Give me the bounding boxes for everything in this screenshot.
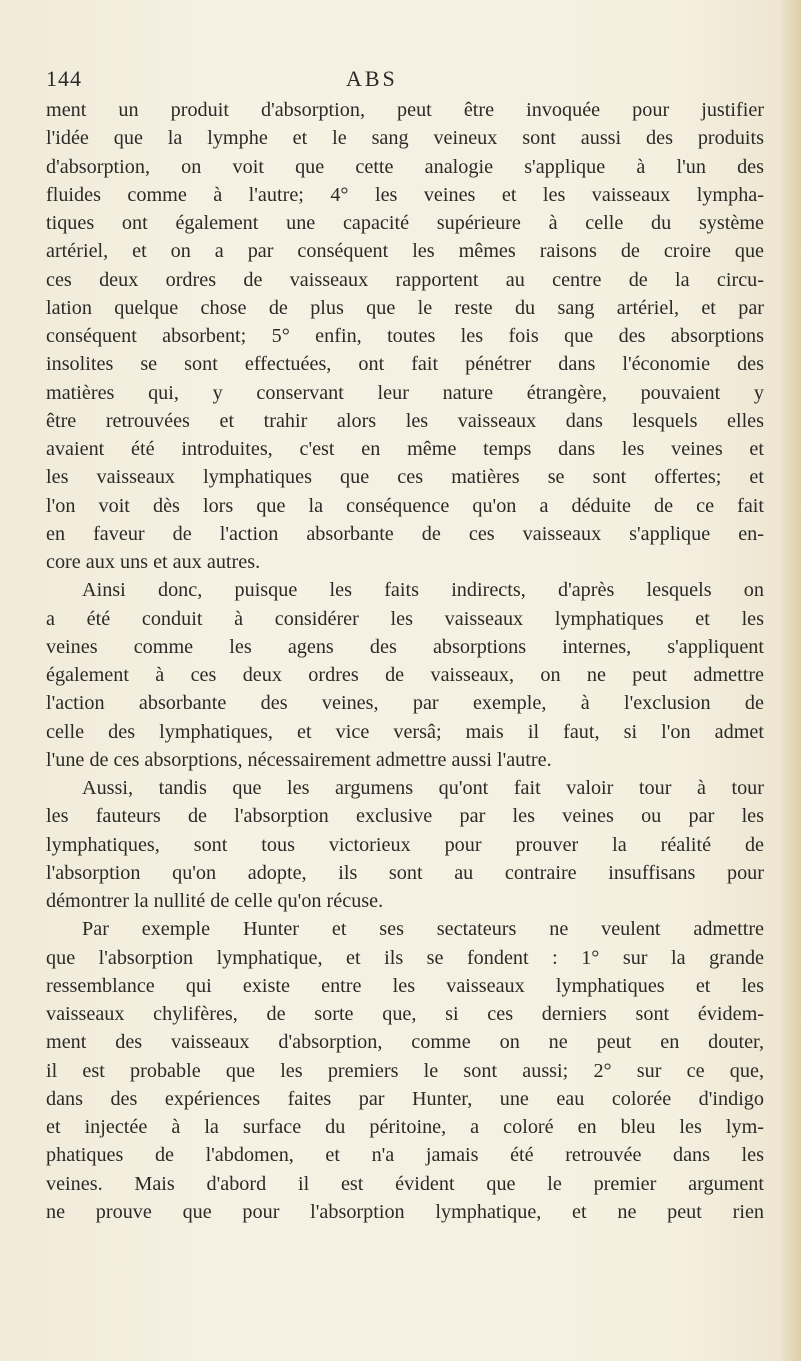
text-line: dans des expériences faites par Hunter, une eau colorée d'indigo [46,1087,764,1110]
text-line: veines comme les agens des absorptions internes, s'appliquent [46,635,764,658]
text-line: phatiques de l'abdomen, et n'a jamais été retrouvée dans les [46,1144,764,1167]
text-line: l'une de ces absorptions, nécessairement admettre aussi l'autre. [46,748,552,771]
running-head: ABS [346,66,398,91]
text-line: vaisseaux chylifères, de sorte que, si ces derniers sont évidem- [46,1003,764,1025]
text-line: ment des vaisseaux d'absorption, comme on ne peut en douter, [46,1031,764,1054]
text-line: ment un produit d'absorption, peut être invoquée pour justifier [46,99,764,121]
text-line: démontrer la nullité de celle qu'on récuse. [46,890,384,912]
text-line: lation quelque chose de plus que le reste du sang artériel, et par [46,296,764,319]
text-line: a été conduit à considérer les vaisseaux lymphatiques et les [46,607,764,630]
text-line: fluides comme à l'autre; 4° les veines et les vaisseaux lympha- [46,183,764,206]
text-line: les fauteurs de l'absorption exclusive par les veines ou par les [46,805,764,828]
text-line: Aussi, tandis que les argumens qu'ont fait valoir tour à tour [82,777,764,799]
page-header [46,66,764,96]
text-line: ne prouve que pour l'absorption lymphatique, et ne peut rien [46,1200,764,1223]
text-line: l'idée que la lymphe et le sang veineux sont aussi des produits [46,127,764,150]
text-line: celle des lymphatiques, et vice versâ; mais il faut, si l'on admet [46,720,764,743]
text-line: que l'absorption lymphatique, et ils se fondent : 1° sur la grande [46,946,764,969]
text-line: en faveur de l'action absorbante de ces vaisseaux s'applique en- [46,522,764,545]
text-line: Par exemple Hunter et ses sectateurs ne veulent admettre [82,918,764,941]
page-number: 144 [46,66,82,91]
text-line: il est probable que les premiers le sont aussi; 2° sur ce que, [46,1059,764,1082]
text-line: Ainsi donc, puisque les faits indirects, d'après lesquels on [82,579,764,602]
text-line: les vaisseaux lymphatiques que ces matières se sont offertes; et [46,466,764,489]
text-line: l'on voit dès lors que la conséquence qu'on a déduite de ce fait [46,494,764,517]
text-line: insolites se sont effectuées, ont fait pénétrer dans l'économie des [46,353,764,376]
text-line: avaient été introduites, c'est en même temps dans les veines et [46,438,764,460]
text-line: lymphatiques, sont tous victorieux pour prouver la réalité de [46,833,764,856]
text-line: ces deux ordres de vaisseaux rapportent au centre de la circu- [46,268,764,291]
text-line: l'action absorbante des veines, par exemple, à l'exclusion de [46,692,764,715]
page-edge [779,0,801,1361]
text-line: core aux uns et aux autres. [46,551,261,573]
text-line: être retrouvées et trahir alors les vaisseaux dans lesquels elles [46,409,764,432]
text-line: conséquent absorbent; 5° enfin, toutes les fois que des absorptions [46,325,764,347]
body-text [46,96,764,1226]
text-line: artériel, et on a par conséquent les mêmes raisons de croire que [46,240,764,263]
text-line: et injectée à la surface du péritoine, a coloré en bleu les lym- [46,1116,764,1138]
text-line: tiques ont également une capacité supérieure à celle du système [46,212,764,234]
text-line: l'absorption qu'on adopte, ils sont au contraire insuffisans pour [46,861,764,884]
text-line: veines. Mais d'abord il est évident que le premier argument [46,1172,764,1195]
text-line: également à ces deux ordres de vaisseaux, on ne peut admettre [46,664,764,686]
text-line: matières qui, y conservant leur nature étrangère, pouvaient y [46,381,764,404]
text-line: d'absorption, on voit que cette analogie s'applique à l'un des [46,155,764,178]
text-line: ressemblance qui existe entre les vaisseaux lymphatiques et les [46,974,764,997]
